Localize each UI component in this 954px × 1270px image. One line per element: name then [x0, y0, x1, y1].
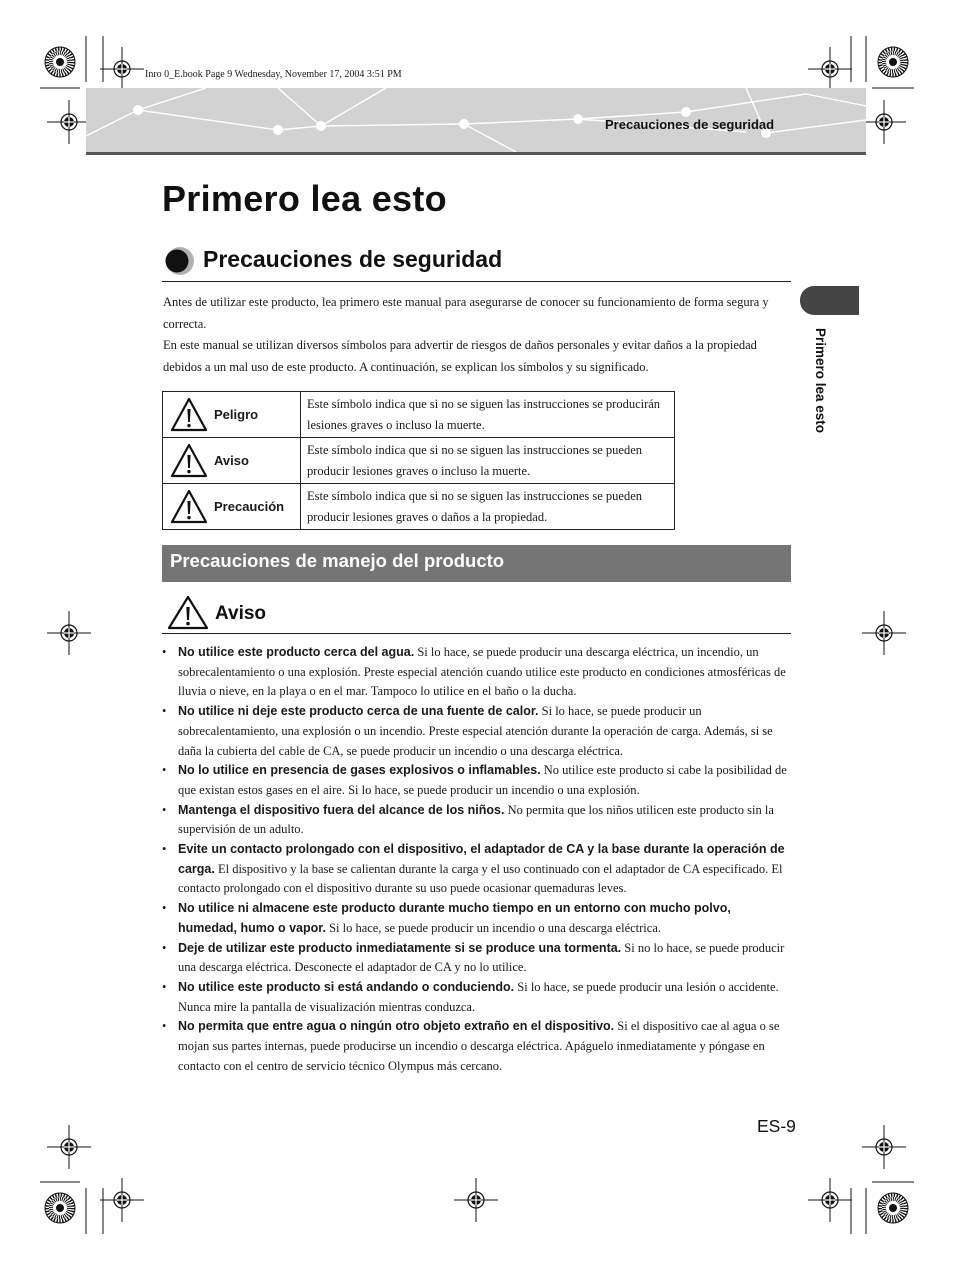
- table-row: [163, 438, 675, 484]
- item-text: Si lo hace, se puede producir una lesión o accidente. Nunca mire la pantalla de visualización mientras conduzca.: [178, 979, 779, 1014]
- bullet-dot: •: [162, 940, 167, 955]
- print-info: Inro 0_E.book Page 9 Wednesday, November 17, 2004 3:51 PM: [145, 69, 402, 80]
- intro-paragraph: En este manual se utilizan diversos símbolos para advertir de riesgos de daños personales y evitar daños a la propiedad debidos a un mal uso de este producto. A continuación, se explican los símbolos y su significado.: [163, 338, 757, 374]
- item-heading: No lo utilice en presencia de gases explosivos o inflamables.: [178, 763, 541, 778]
- symbol-label-cell: [163, 484, 301, 530]
- subsection-title: Precauciones de manejo del producto: [170, 550, 505, 571]
- warning-title: Aviso: [215, 603, 267, 624]
- list-item: [162, 761, 792, 800]
- page-number: ES-9: [757, 1116, 796, 1136]
- bullet-dot: •: [162, 901, 167, 916]
- item-text: Si lo hace, se puede producir un incendio o una descarga eléctrica.: [325, 920, 661, 935]
- warning-rule: [162, 633, 791, 634]
- bullet-dot: •: [162, 763, 167, 778]
- intro-paragraph: Antes de utilizar este producto, lea primero este manual para asegurarse de conocer su funcionamiento de forma segura y correcta.: [163, 295, 769, 331]
- list-item: [162, 801, 792, 840]
- bullet-dot: •: [162, 704, 167, 719]
- symbol-description: Este símbolo indica que si no se siguen las instrucciones se pueden producir lesiones graves o incluso la muerte.: [301, 438, 675, 484]
- running-title: Precauciones de seguridad: [605, 117, 775, 132]
- header-rule: [86, 152, 866, 155]
- list-item: [162, 939, 792, 978]
- warning-triangle-icon: [167, 595, 209, 631]
- list-item: [162, 899, 792, 938]
- item-text: Si lo hace, se puede producir una descarga eléctrica, un incendio, un sobrecalentamiento o una explosión. Preste especial atención cuando utilice este producto en condiciones atmosféricas de lluvia o nieve, en la playa o en el mar. Tampoco lo utilice en el baño o la ducha.: [178, 645, 786, 699]
- item-heading: No utilice ni almacene este producto durante mucho tiempo en un entorno con mucho polvo, humedad, humo o vapor.: [178, 901, 731, 935]
- list-item: [162, 978, 792, 1017]
- table-row: [163, 392, 675, 438]
- side-chapter-label: Primero lea esto: [813, 328, 828, 434]
- list-item: [162, 702, 792, 761]
- item-heading: No utilice este producto si está andando o conduciendo.: [178, 979, 515, 994]
- item-text: No permita que los niños utilicen este producto sin la supervisión de un adulto.: [178, 802, 774, 837]
- section-bullet-icon: [165, 246, 195, 276]
- symbol-description: Este símbolo indica que si no se siguen las instrucciones se producirán lesiones graves o incluso la muerte.: [301, 392, 675, 438]
- section-rule: [162, 281, 791, 282]
- item-text: Si no lo hace, se puede producir una descarga eléctrica. Desconecte el adaptador de CA y no lo utilice.: [178, 940, 785, 975]
- list-item: [162, 643, 792, 702]
- warning-triangle-icon: [170, 397, 208, 433]
- symbol-description: Este símbolo indica que si no se siguen las instrucciones se pueden producir lesiones graves o daños a la propiedad.: [301, 484, 675, 530]
- item-heading: No utilice este producto cerca del agua.: [178, 645, 415, 659]
- bullet-dot: •: [162, 842, 167, 857]
- symbol-label: Precaución: [214, 499, 285, 514]
- item-text: No utilice este producto si cabe la posibilidad de que existan estos gases en el aire. Si lo hace, se puede producir un incendio o una explosión.: [178, 763, 787, 797]
- item-text: Si lo hace, se puede producir un sobrecalentamiento, una explosión o un incendio. Preste especial atención durante la operación de carga. Además, si se daña la cubierta del cable de CA, se puede producir un incendio o una descarga eléctrica.: [178, 704, 773, 758]
- symbol-label-cell: [163, 438, 301, 484]
- list-item: [162, 840, 792, 899]
- symbol-label: Aviso: [214, 453, 249, 468]
- section-title: Precauciones de seguridad: [203, 246, 503, 272]
- item-heading: No utilice ni deje este producto cerca de una fuente de calor.: [178, 704, 539, 719]
- item-heading: Evite un contacto prolongado con el dispositivo, el adaptador de CA y la base durante la operación de carga.: [178, 842, 785, 876]
- item-text: El dispositivo y la base se calientan durante la carga y el uso continuado con el adaptador de CA especificado. El contacto prolongado con el dispositivo durante su uso puede ocasionar quemaduras leves.: [178, 861, 783, 896]
- bullet-dot: •: [162, 979, 167, 994]
- symbol-label: Peligro: [214, 407, 259, 422]
- symbols-table: [162, 391, 675, 530]
- bullet-dot: •: [162, 1019, 167, 1034]
- item-text: Si el dispositivo cae al agua o se mojan sus partes internas, puede producirse un incendio o descarga eléctrica. Apáguelo inmediatamente y póngase en contacto con el centro de servicio técnico Olympus más cercano.: [178, 1019, 780, 1073]
- warning-triangle-icon: [170, 443, 208, 479]
- list-item: [162, 1017, 792, 1076]
- table-row: [163, 484, 675, 530]
- bullet-dot: •: [162, 802, 167, 817]
- item-heading: Mantenga el dispositivo fuera del alcance de los niños.: [178, 802, 505, 817]
- bullet-dot: •: [162, 645, 167, 659]
- item-heading: Deje de utilizar este producto inmediatamente si se produce una tormenta.: [178, 940, 622, 955]
- symbol-label-cell: [163, 392, 301, 438]
- item-heading: No permita que entre agua o ningún otro objeto extraño en el dispositivo.: [178, 1019, 615, 1034]
- page-title: Primero lea esto: [162, 178, 447, 219]
- chapter-tab: [800, 286, 859, 315]
- warning-triangle-icon: [170, 489, 208, 525]
- intro-text: [163, 292, 793, 378]
- warning-list: [162, 643, 792, 1076]
